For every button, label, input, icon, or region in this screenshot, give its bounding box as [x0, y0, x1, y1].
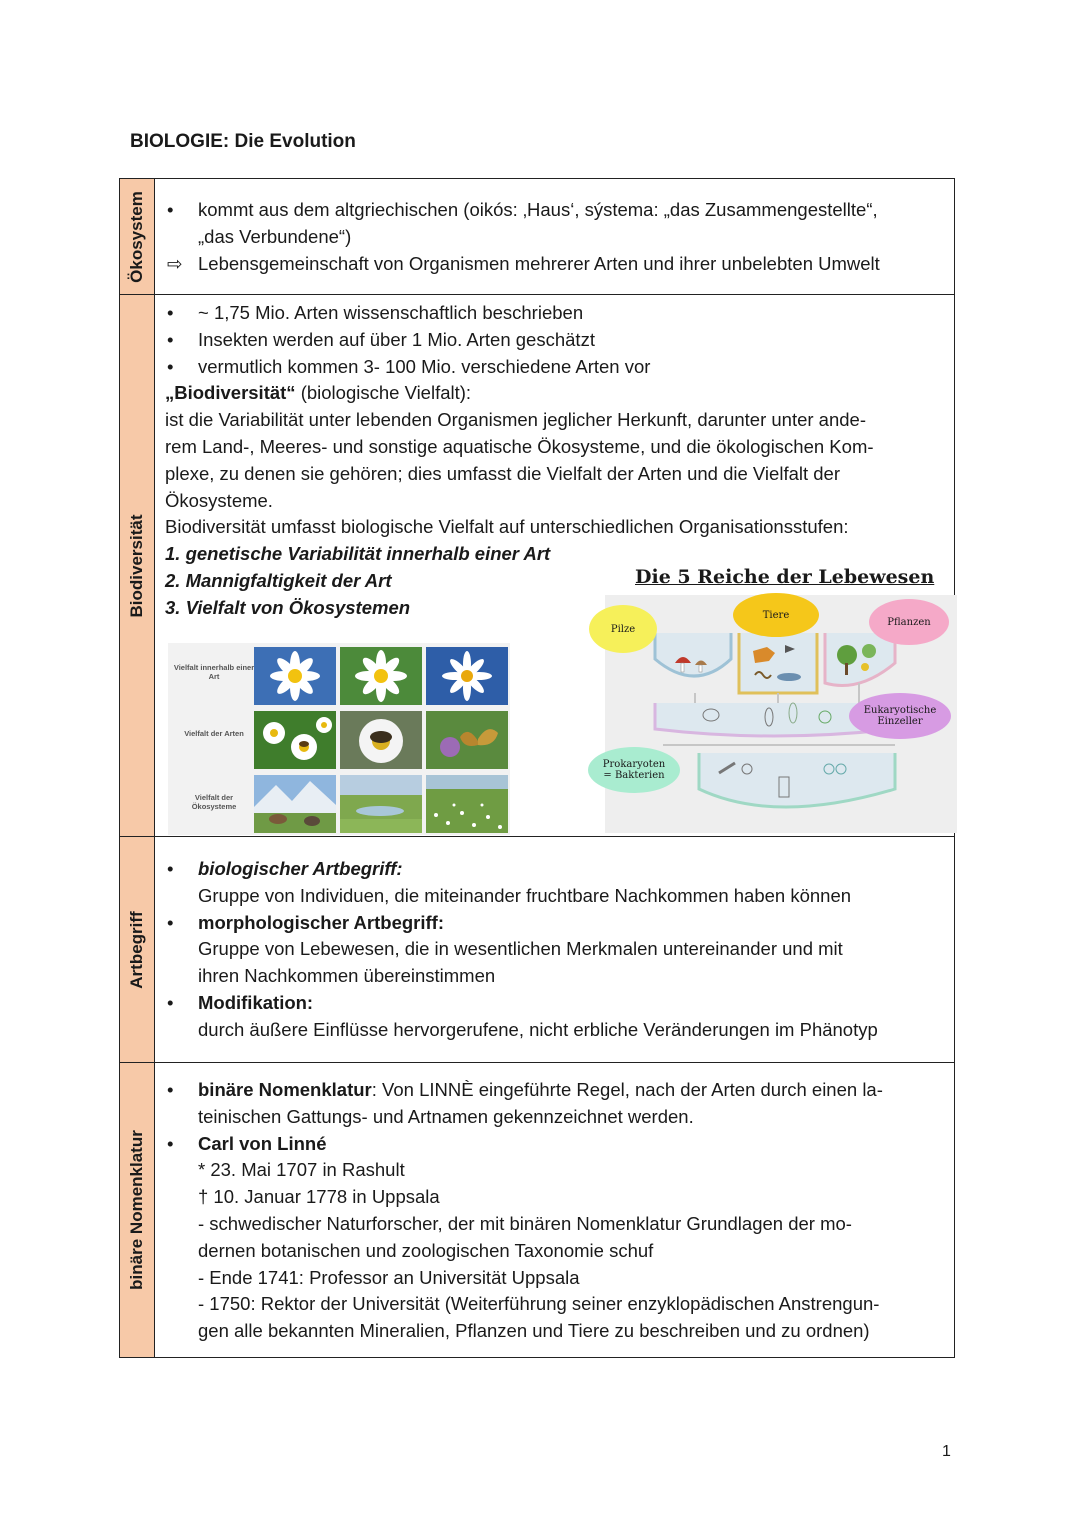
list-item	[165, 1077, 944, 1131]
text-line: durch äußere Einflüsse hervorgerufene, nicht erbliche Veränderungen im Phänotyp	[198, 1018, 878, 1040]
item-heading: Carl von Linné	[198, 1132, 327, 1154]
daisy-photo	[254, 647, 336, 705]
bullet: •	[167, 991, 174, 1013]
text-line: Gruppe von Individuen, die miteinander fruchtbare Nachkommen haben können	[198, 884, 852, 906]
wetland-photo	[340, 775, 422, 833]
diagram-title: Die 5 Reiche der Lebewesen	[635, 566, 935, 589]
butterfly-photo	[426, 711, 508, 769]
biodiversity-figures	[165, 541, 944, 841]
kingdom-pflanzen: Pflanzen	[869, 599, 949, 645]
term-suffix: (biologische Vielfalt):	[295, 382, 472, 404]
biodiversity-photo-grid	[168, 643, 510, 835]
kingdom-eukaryoten	[849, 693, 951, 739]
bullet: •	[167, 302, 174, 323]
five-kingdoms-diagram	[603, 563, 959, 835]
kingdom-pilze: Pilze	[589, 605, 657, 653]
item-heading: Modifikation:	[198, 991, 314, 1013]
side-label-text: binäre Nomenklatur	[127, 1130, 146, 1290]
mountain-photo	[254, 775, 336, 833]
text-line: ~ 1,75 Mio. Arten wissenschaftlich beschrieben	[198, 302, 584, 323]
item-heading: binäre Nomenklatur	[198, 1079, 372, 1100]
arrow-icon: ⇨	[167, 252, 183, 274]
text-line: Biodiversität umfasst biologische Vielfalt auf unterschiedlichen Organisationsstufen:	[165, 516, 849, 538]
page-title: BIOLOGIE: Die Evolution	[130, 131, 356, 152]
text-line: - 1750: Rektor der Universität (Weiterführung seiner enzyklopädischen Anstrengun-	[198, 1293, 880, 1315]
kingdom-label-line: = Bakterien	[603, 770, 665, 782]
side-label-text: Artbegriff	[127, 910, 146, 989]
term: „Biodiversität“	[165, 382, 296, 404]
text-line: gen alle bekannten Mineralien, Pflanzen und Tiere zu beschreiben und zu ordnen)	[198, 1320, 870, 1342]
list-item	[165, 1131, 944, 1345]
biodiversitaet-content	[155, 295, 954, 836]
level-item: 3. Vielfalt von Ökosystemen	[165, 596, 411, 618]
item-heading: morphologischer Artbegriff:	[198, 911, 444, 933]
list-item	[165, 197, 944, 251]
side-label-artbegriff	[120, 837, 155, 1062]
photo-label: Vielfalt der Arten	[184, 729, 244, 739]
text-line: vermutlich kommen 3- 100 Mio. verschiedene Arten vor	[198, 355, 651, 377]
text-line: - Ende 1741: Professor an Universität Uppsala	[198, 1266, 580, 1288]
text-line: Insekten werden auf über 1 Mio. Arten geschätzt	[198, 328, 595, 350]
kingdom-label-line: Eukaryotische	[863, 705, 937, 717]
kingdom-label-line: Prokaryoten	[602, 759, 666, 771]
side-label-nomenklatur	[120, 1063, 155, 1357]
text-line: teinischen Gattungs- und Artnamen gekennzeichnet werden.	[198, 1105, 694, 1127]
bullet: •	[167, 1079, 174, 1100]
text-line: dernen botanischen und zoologischen Taxonomie schuf	[198, 1239, 654, 1261]
text-line: Gruppe von Lebewesen, die in wesentlichen Merkmalen untereinander und mit	[198, 938, 843, 960]
text-line: * 23. Mai 1707 in Rashult	[198, 1159, 405, 1181]
flower-fly-photo	[340, 711, 422, 769]
text-line: rem Land-, Meeres- und sonstige aquatische Ökosysteme, und die ökologischen Kom-	[165, 435, 874, 457]
oekosystem-content	[155, 179, 954, 294]
bullet: •	[167, 858, 174, 879]
meadow-photo	[426, 775, 508, 833]
side-label-text: Biodiversität	[127, 514, 146, 617]
bullet: •	[167, 1132, 174, 1154]
text-line: ihren Nachkommen übereinstimmen	[198, 965, 496, 987]
text-line: : Von LINNÈ eingeführte Regel, nach der Arten durch einen la-	[371, 1079, 883, 1100]
nomenklatur-content	[155, 1063, 954, 1357]
daisy-photo	[426, 647, 508, 705]
list-item	[165, 856, 944, 910]
list-item	[165, 910, 944, 990]
text-line: † 10. Januar 1778 in Uppsala	[198, 1186, 440, 1208]
list-item	[165, 990, 944, 1044]
text-line: Ökosysteme.	[165, 489, 273, 511]
kingdom-label-line: Einzeller	[877, 716, 923, 728]
flower-bee-photo	[254, 711, 336, 769]
content-table	[119, 178, 955, 1358]
bullet: •	[167, 355, 174, 377]
text-line: Lebensgemeinschaft von Organismen mehrerer Arten und ihrer unbelebten Umwelt	[198, 252, 880, 274]
photo-label: Vielfalt der Ökosysteme	[191, 793, 237, 812]
level-item: 2. Mannigfaltigkeit der Art	[165, 569, 392, 591]
list-item	[165, 251, 944, 278]
bullet: •	[167, 911, 174, 933]
bullet: •	[167, 199, 174, 220]
bullet: •	[167, 328, 174, 350]
row-artbegriff	[120, 837, 954, 1063]
artbegriff-content	[155, 837, 954, 1062]
page-number: 1	[942, 1443, 951, 1460]
item-heading: biologischer Artbegriff:	[198, 858, 403, 879]
kingdom-prokaryoten	[588, 747, 680, 793]
daisy-photo	[340, 647, 422, 705]
level-item: 1. genetische Variabilität innerhalb einer Art	[165, 543, 551, 565]
row-nomenklatur	[120, 1063, 954, 1357]
kingdom-tiere: Tiere	[733, 593, 819, 637]
text-line: kommt aus dem altgriechischen (oikós: ‚Haus‘, sýstema: „das Zusammengestellte“,	[198, 199, 878, 220]
text-line: ist die Variabilität unter lebenden Organismen jeglicher Herkunft, darunter unter ande-	[165, 409, 866, 431]
term-line	[165, 380, 944, 407]
text-line: plexe, zu denen sie gehören; dies umfasst die Vielfalt der Arten und die Vielfalt der	[165, 462, 840, 484]
text-line: - schwedischer Naturforscher, der mit binären Nomenklatur Grundlagen der mo-	[198, 1212, 852, 1234]
side-label-oekosystem	[120, 179, 155, 294]
text-line: „das Verbundene“)	[198, 225, 352, 247]
row-oekosystem	[120, 179, 954, 295]
side-label-biodiversitaet	[120, 295, 155, 836]
side-label-text: Ökosystem	[127, 190, 146, 283]
photo-label: Vielfalt innerhalb einer Art	[173, 663, 255, 682]
row-biodiversitaet	[120, 295, 954, 837]
